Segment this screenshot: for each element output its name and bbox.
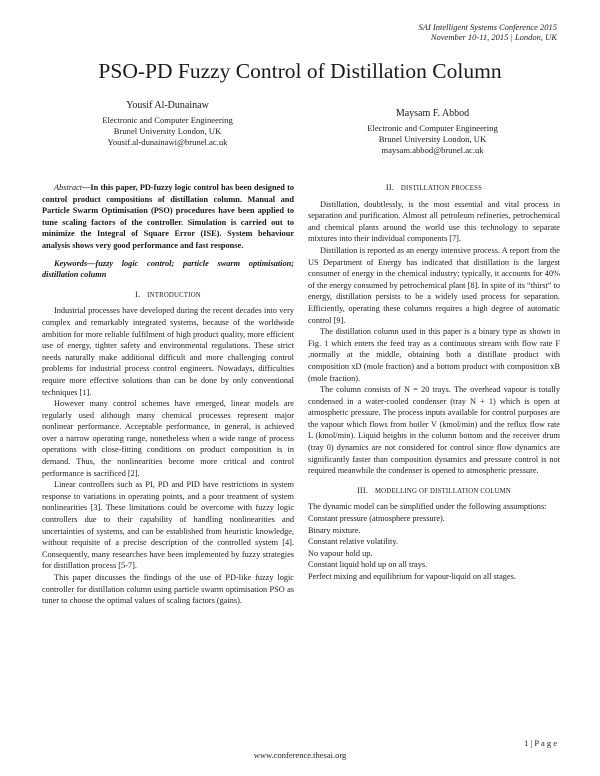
abstract	[42, 182, 294, 252]
author-1-name: Yousif Al-Dunainaw	[126, 100, 209, 111]
conference-name: SAI Intelligent Systems Conference 2015	[418, 22, 557, 32]
section-2-number: II.	[385, 183, 395, 192]
abstract-text: —In this paper, PD-fuzzy logic control has been designed to control product compositions of distillation column. Manual and Particle Swarm Optimisation (PSO) procedures have been applied to tune scaling factors of the controller. Simulation is carried out to minimize the Integral of Square Error (ISE). System behaviour analysis shows very good performance and fast response.	[42, 183, 294, 250]
section-3-number: III.	[356, 485, 369, 495]
left-column	[42, 182, 294, 607]
intro-paragraph-1: Industrial processes have developed during the recent decades into very complex and remarkably integrated systems, because of the worldwide ambition for more reliable fulfilment of high product quality, more efficient use of energy, tighter safety and environmental regulations. These strict needs naturally make additional difficult and more challenging control problems for industrial process control engineers. Nowadays, difficulties require more effective solutions than can be done by only conventional techniques [1].	[42, 306, 294, 397]
distillation-paragraph-4: The column consists of N = 20 trays. The overhead vapour is totally condensed in a water-cooled condenser (tray N + 1) which is open at atmospheric pressure. The process inputs available for control purposes are the vapour which flows from boiler V (kmol/min) and the reflux flow rate L (kmol/min). Liquid heights in the column bottom and the receiver drum (tray 0) dynamics are not considered for control since flow dynamics are significantly faster than composition dynamics and pressure control is not required meanwhile the condenser is opened to atmospheric pressure.	[308, 385, 560, 476]
footer-url: www.conference.thesai.org	[253, 750, 347, 760]
conference-header	[419, 22, 557, 42]
section-1-title: INTRODUCTION	[147, 291, 201, 299]
intro-paragraph-4: This paper discusses the findings of the use of PD-like fuzzy logic controller for distillation column using particle swarm optimisation PSO as tuner to choose the optimal values of scaling factors (gains).	[42, 573, 294, 606]
author-2-email: maysam.abbod@brunel.ac.uk	[381, 145, 484, 155]
page-number: 1 | P a g e	[524, 738, 557, 748]
author-1-org: Brunel University London, UK	[113, 126, 222, 136]
distillation-paragraph-3: The distillation column used in this paper is a binary type as shown in Fig. 1 which enters the feed tray as a continuous stream with flow rate F ,normally at the middle, obtaining both a distillate product with composition xD (mole fraction) and a bottom product with composition xB (mole fraction).	[308, 327, 560, 383]
author-1-email: Yousif.al-dunainawi@brunel.ac.uk	[107, 137, 228, 147]
paper-title: PSO-PD Fuzzy Control of Distillation Column	[98, 59, 502, 83]
author-1-dept: Electronic and Computer Engineering	[102, 115, 233, 125]
modelling-intro: The dynamic model can be simplified under the following assumptions:	[308, 502, 547, 512]
abstract-label: Abstract	[54, 183, 83, 192]
author-1	[60, 100, 275, 148]
assumption-item: No vapour hold up.	[308, 548, 373, 558]
author-2-dept: Electronic and Computer Engineering	[367, 123, 498, 133]
author-2-name: Maysam F. Abbod	[395, 108, 470, 119]
section-3-heading	[308, 485, 560, 498]
keywords: Keywords—fuzzy logic control; particle swarm optimisation; distillation column	[42, 258, 294, 280]
distillation-paragraph-2: Distillation is reported as an energy intensive process. A report from the US Department of Energy has indicated that distillation is the largest consumer of energy in the chemical industry; typically, it accounts for 40% of the energy consumed by petrochemical plant [8]. In spite of its “thirst” to energy, distillation persists to be a widely used process for separation. Efficiently, operating these columns requires a high degree of automatic control [9].	[308, 245, 560, 325]
section-1-number: I.	[135, 289, 141, 299]
conference-dates: November 10-11, 2015 | London, UK	[430, 32, 557, 42]
assumption-item: Constant liquid hold up on all trays.	[308, 560, 428, 570]
section-2-heading	[308, 182, 560, 195]
assumption-list	[308, 513, 560, 583]
assumption-item: Constant pressure (atmosphere pressure).	[308, 514, 445, 524]
assumption-item: Binary mixture.	[308, 525, 361, 535]
distillation-paragraph-1: Distillation, doubtlessly, is the most essential and vital process in separation and purification. Almost all petroleum refineries, petrochemical and chemical plants around the world use this technology to separate mixtures into their individual components [7].	[308, 199, 560, 244]
section-3-title: MODELLING OF DISTILLATION COLUMN	[374, 487, 512, 495]
section-2-title: DISTILLATION PROCESS	[400, 185, 483, 192]
right-column	[308, 182, 560, 583]
intro-paragraph-2: However many control schemes have emerged, linear models are regularly used although many chemical processes represent major nonlinear performance. Acceptable performance, in general, is achieved over a narrow operating range, nonetheless when a wide range of process operations with close-fitting conditions on product composition is in demand. Thus, the nonlinearities become more critical and control performance is sacrificed [2].	[42, 399, 294, 478]
author-2	[325, 108, 540, 156]
assumption-item: Constant relative volatility.	[308, 537, 399, 547]
assumption-item: Perfect mixing and equilibrium for vapour-liquid on all stages.	[308, 572, 516, 581]
section-1-heading	[42, 289, 294, 302]
intro-paragraph-3: Linear controllers such as PI, PD and PID have restrictions in system response to variations in operating points, and a poor treatment of system nonlinearities [3]. These limitations could be overcome with fuzzy logic controllers due to their capability of handling nonlinearities and uncertainties of systems, and can be established from heuristic knowledge, without requisite of a precise description of the controlled system [4]. Consequently, many researches have been implemented by fuzzy strategies for distillation process [5-7].	[42, 480, 294, 571]
author-2-org: Brunel University London, UK	[378, 134, 487, 144]
